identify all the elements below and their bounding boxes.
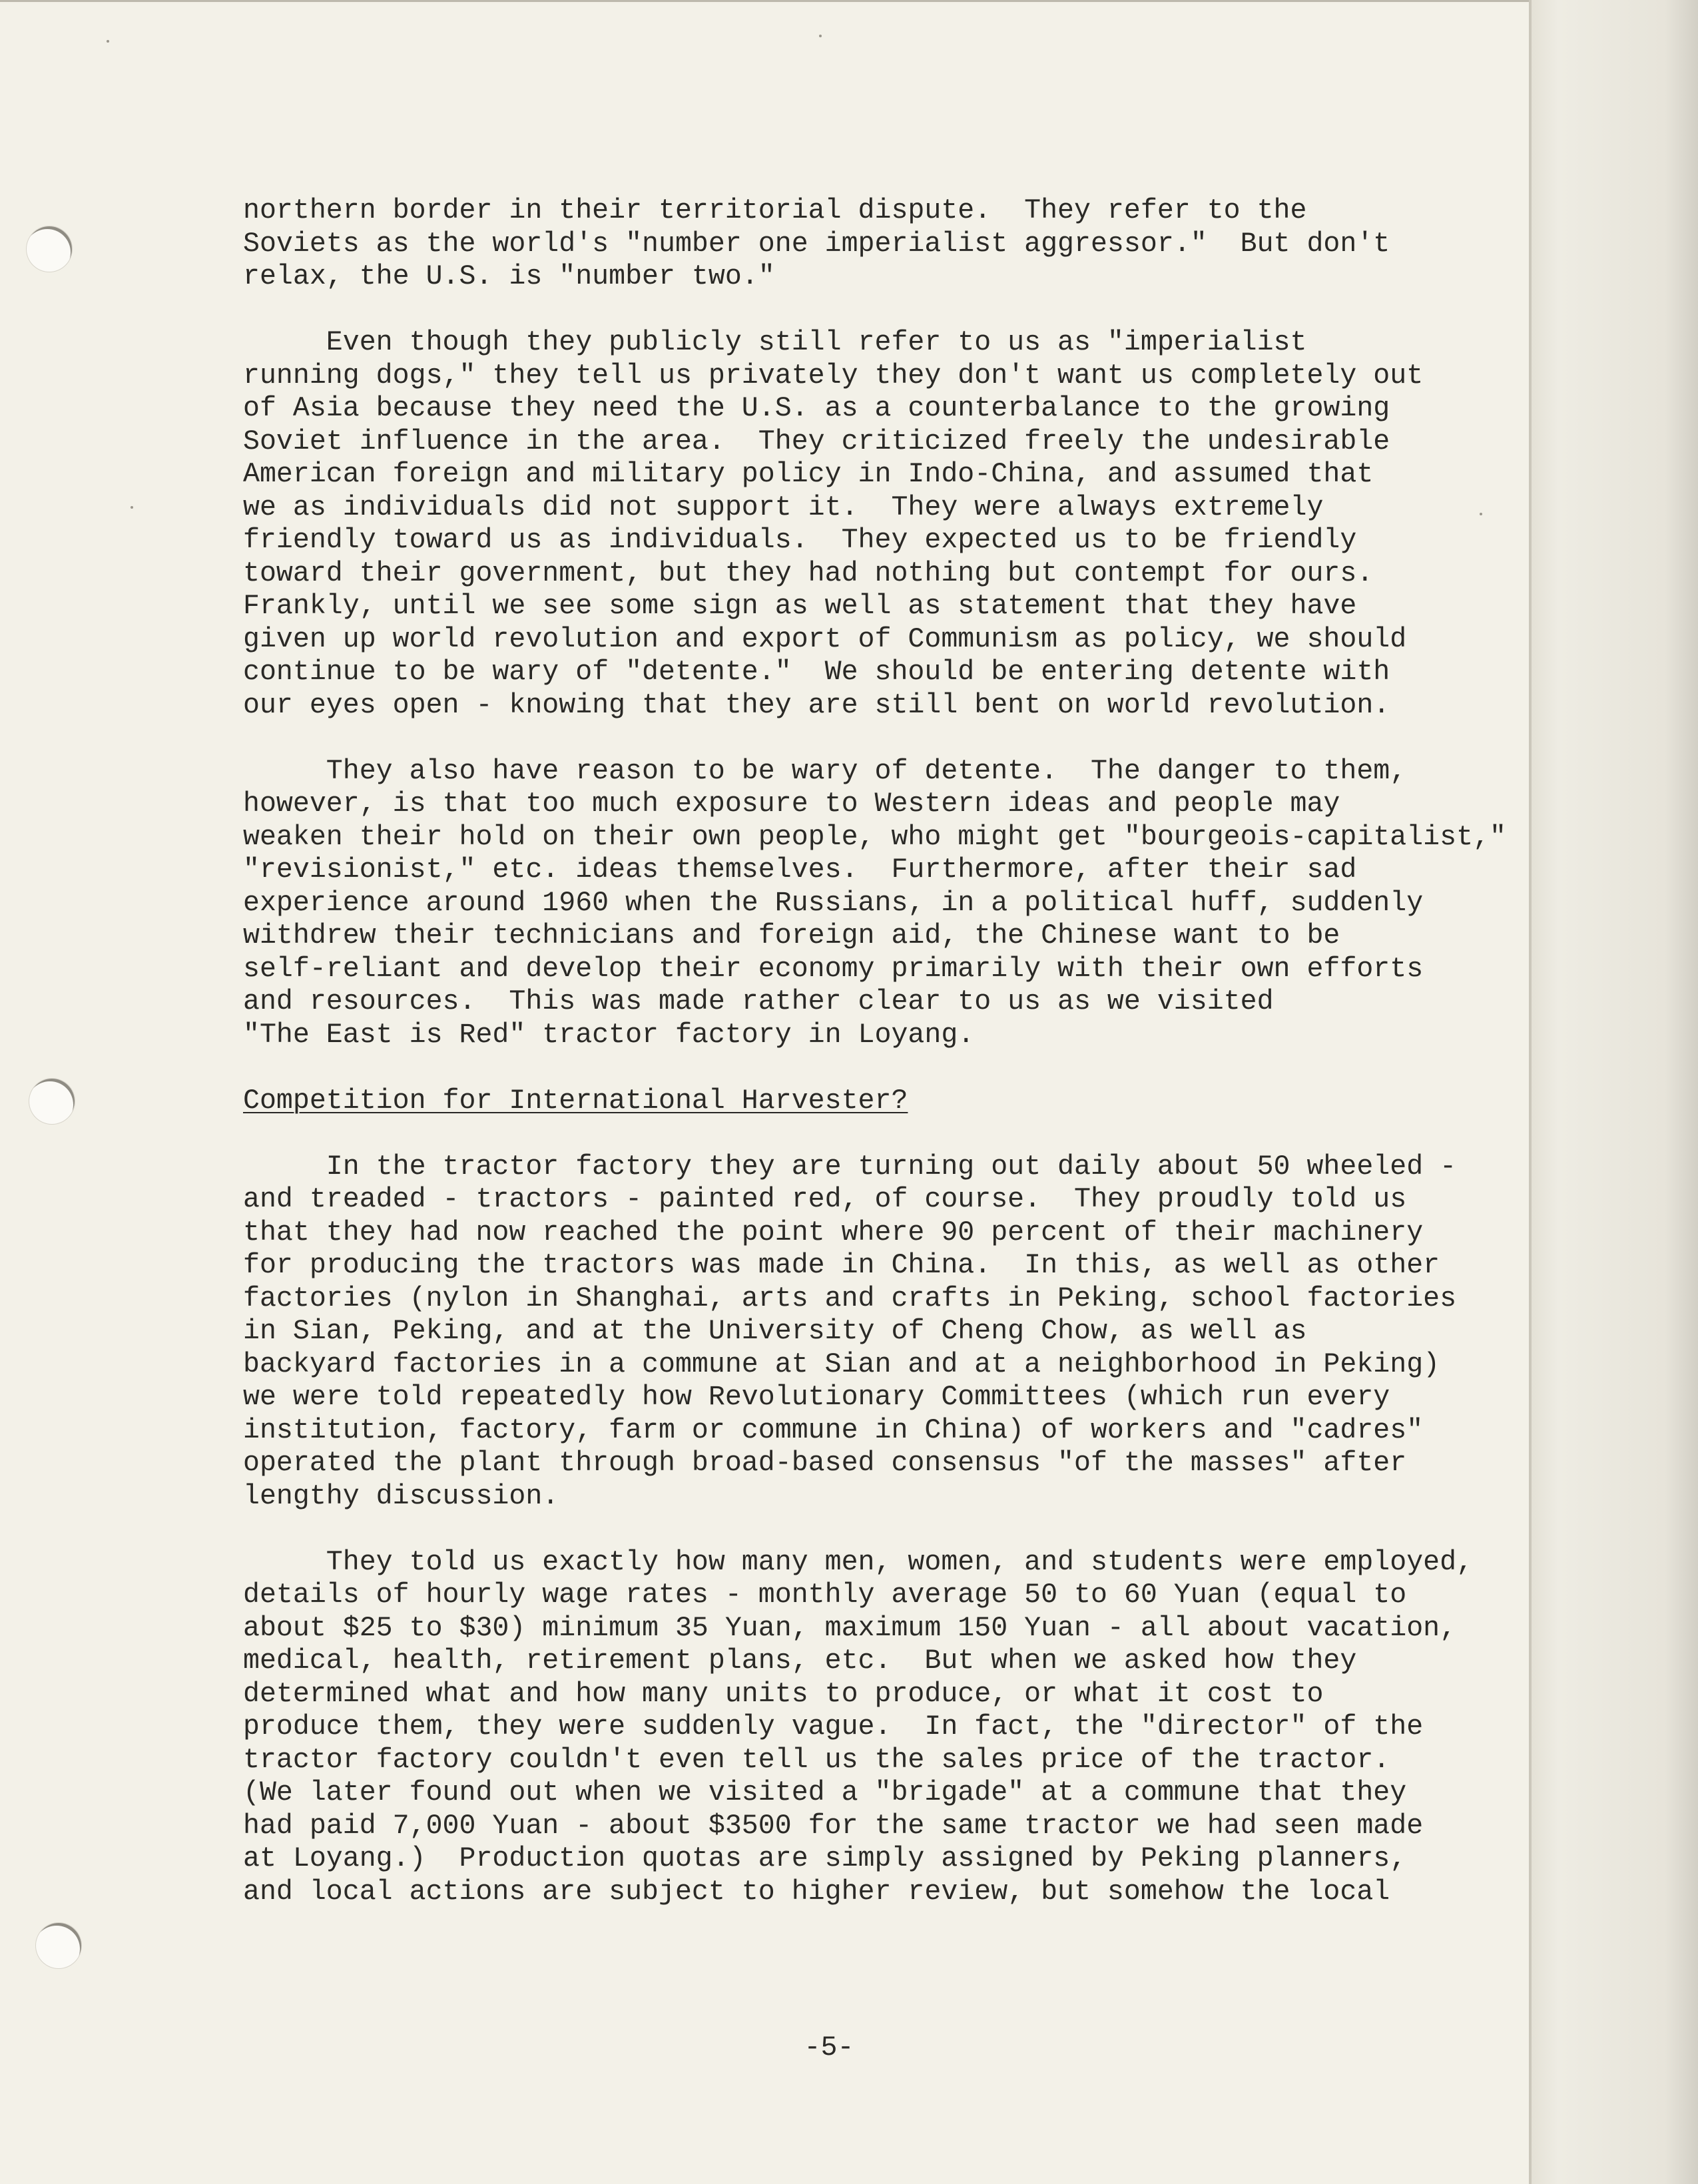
paragraph-border-dispute: northern border in their territorial dispute. They refer to the Soviets as the world's "number one imperialist aggressor." But don't relax, the U.S. is "number two." bbox=[243, 195, 1390, 292]
paper-speck bbox=[107, 40, 109, 43]
page-number: -5- bbox=[804, 2032, 854, 2063]
paragraph-wage-rates: They told us exactly how many men, women, and students were employed, details of hourly wage rates - monthly average 50 to 60 Yuan (equal to about $25 to $30) minimum 35 Yuan, maximum 150 Yuan - all about vacation, medical, health, retirement plans, etc. But when we asked how they determined what and how many units to produce, or what it cost to produce them, they were suddenly vague. In fact, the "director" of the tractor factory couldn't even tell us the sales price of the tractor. (We later found out when we visited a "brigade" at a commune that they had paid 7,000 Yuan - about $3500 for the same tractor we had seen made at Loyang.) Production quotas are simply assigned by Peking planners, and local actions are subject to higher review, but somehow the local bbox=[243, 1546, 1474, 1908]
paragraph-wary-of-detente: They also have reason to be wary of detente. The danger to them, however, is that too much exposure to Western ideas and people may weaken their hold on their own people, who might get "bourgeois-capitalist," "revisionist," etc. ideas themselves. Furthermore, after their sad experience around 1960 when the Russians, in a political huff, suddenly withdrew their technicians and foreign aid, the Chinese want to be self-reliant and develop their economy primarily with their own efforts and resources. This was made rather clear to us as we visited "The East is Red" tractor factory in Loyang. bbox=[243, 755, 1506, 1051]
paragraph-running-dogs: Even though they publicly still refer to us as "imperialist running dogs," they tell us privately they don't want us completely out of Asia because they need the U.S. as a counterbalance to the growing Soviet influence in the area. They criticized freely the undesirable American foreign and military policy in Indo-China, and assumed that we as individuals did not support it. They were always extremely friendly toward us as individuals. They expected us to be friendly toward their government, but they had nothing but contempt for ours. Frankly, until we see some sign as well as statement that they have given up world revolution and export of Communism as policy, we should continue to be wary of "detente." We should be entering detente with our eyes open - knowing that they are still bent on world revolution. bbox=[243, 327, 1424, 721]
punch-hole-top bbox=[27, 226, 72, 272]
paper-speck bbox=[819, 35, 822, 37]
paper-speck bbox=[131, 506, 133, 509]
page-top-edge bbox=[0, 0, 1532, 2]
paragraph-tractor-factory: In the tractor factory they are turning out daily about 50 wheeled - and treaded - tractors - painted red, of course. They proudly told us that they had now reached the point where 90 percent of their machinery for producing the tractors was made in China. In this, as well as other factories (nylon in Shanghai, arts and crafts in Peking, school factories in Sian, Peking, and at the University of Cheng Chow, as well as backyard factories in a commune at Sian and at a neighborhood in Peking) we were told repeatedly how Revolutionary Committees (which run every institution, factory, farm or commune in China) of workers and "cadres" operated the plant through broad-based consensus "of the masses" after lengthy discussion. bbox=[243, 1151, 1457, 1512]
punch-hole-bottom bbox=[36, 1923, 81, 1968]
document-body bbox=[243, 194, 1506, 1942]
section-heading: Competition for International Harvester? bbox=[243, 1085, 908, 1117]
scan-background-edge bbox=[1532, 0, 1698, 2184]
punch-hole-middle bbox=[29, 1079, 75, 1124]
